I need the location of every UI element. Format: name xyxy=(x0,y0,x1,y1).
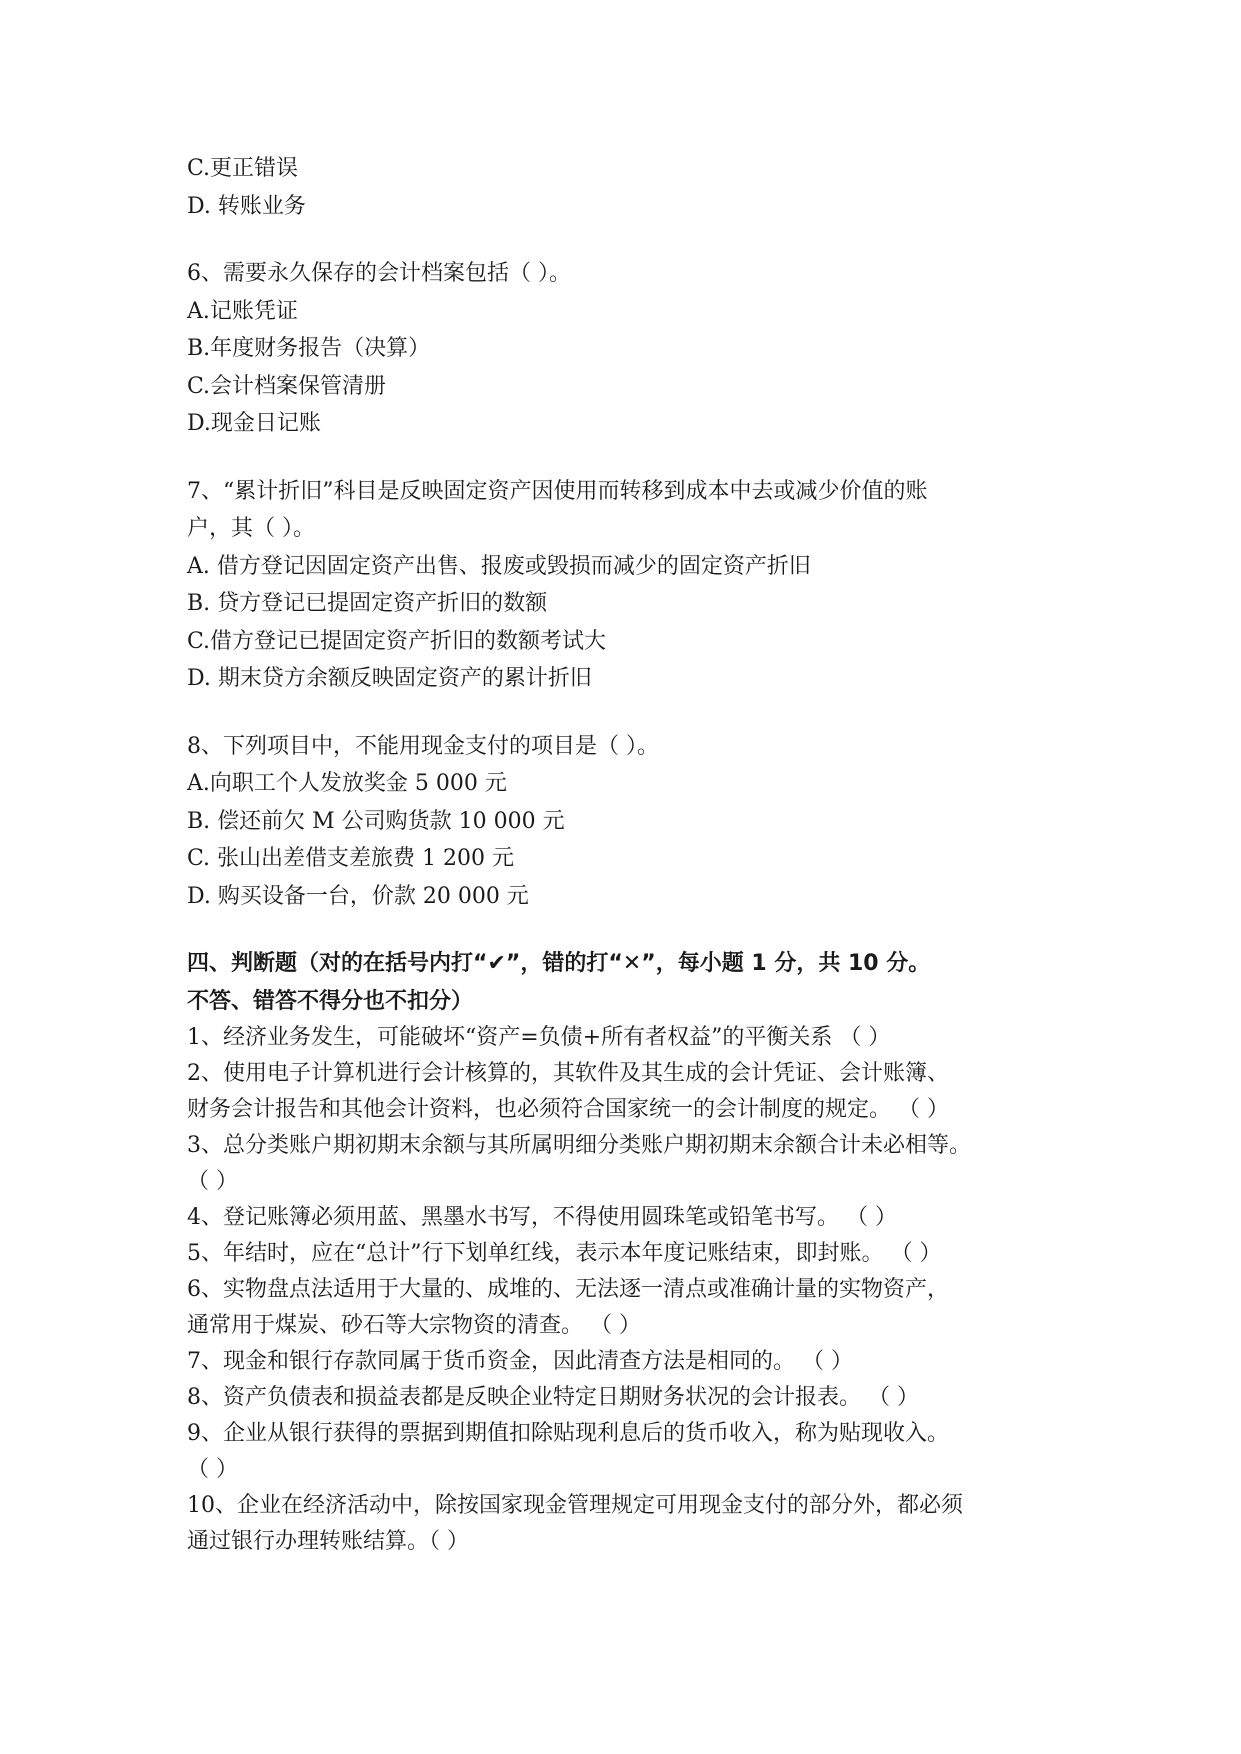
section-4-title-line-2: 不答、错答不得分也不扣分） xyxy=(187,988,474,1014)
q8-stem: 8、下列项目中，不能用现金支付的项目是（ ）。 xyxy=(187,733,659,759)
judgement-line: 2、使用电子计算机进行会计核算的，其软件及其生成的会计凭证、会计账簿、 xyxy=(187,1061,949,1086)
judgement-line: 5、年结时，应在“总计”行下划单红线，表示本年度记账结束，即封账。 （ ） xyxy=(187,1241,942,1266)
q6-stem: 6、需要永久保存的会计档案包括（ ）。 xyxy=(187,261,571,286)
question-7 xyxy=(187,473,1067,698)
judgement-line: （ ） xyxy=(187,1169,238,1194)
question-6 xyxy=(187,255,1067,443)
q7-option-c: C.借方登记已提固定资产折旧的数额考试大 xyxy=(187,628,607,654)
q8-option-d: D. 购买设备一台，价款 20 000 元 xyxy=(187,883,529,909)
q8-option-b: B. 偿还前欠 M 公司购货款 10 000 元 xyxy=(187,808,565,834)
q8-option-a: A.向职工个人发放奖金 5 000 元 xyxy=(187,771,507,796)
q6-option-d: D.现金日记账 xyxy=(187,411,321,436)
q7-stem-line-1: 7、“累计折旧”科目是反映固定资产因使用而转移到成本中去或减少价值的账 xyxy=(187,478,928,504)
judgement-line: （ ） xyxy=(187,1457,238,1482)
q5-option-c: C.更正错误 xyxy=(187,156,299,181)
q7-option-d: D. 期末贷方余额反映固定资产的累计折旧 xyxy=(187,666,592,691)
q7-stem-line-2: 户，其（ ）。 xyxy=(187,516,315,541)
judgement-line: 财务会计报告和其他会计资料，也必须符合国家统一的会计制度的规定。 （ ） xyxy=(187,1097,949,1122)
q5-option-d: D. 转账业务 xyxy=(187,193,306,219)
question-5-options xyxy=(187,150,1067,225)
document-page xyxy=(187,150,1067,1560)
q6-option-a: A.记账凭证 xyxy=(187,298,298,324)
judgement-items xyxy=(187,1020,1067,1560)
judgement-line: 通过银行办理转账结算。（ ） xyxy=(187,1529,469,1554)
section-4-title-line-1: 四、判断题（对的在括号内打“✔”，错的打“✕”，每小题 1 分，共 10 分。 xyxy=(187,951,931,976)
question-8 xyxy=(187,728,1067,916)
judgement-line: 6、实物盘点法适用于大量的、成堆的、无法逐一清点或准确计量的实物资产， xyxy=(187,1277,949,1302)
q7-option-b: B. 贷方登记已提固定资产折旧的数额 xyxy=(187,591,548,616)
judgement-line: 8、资产负债表和损益表都是反映企业特定日期财务状况的会计报表。 （ ） xyxy=(187,1385,919,1410)
q6-option-b: B.年度财务报告（决算） xyxy=(187,336,431,361)
judgement-line: 10、企业在经济活动中，除按国家现金管理规定可用现金支付的部分外，都必须 xyxy=(187,1493,963,1518)
judgement-line: 通常用于煤炭、砂石等大宗物资的清查。 （ ） xyxy=(187,1313,641,1338)
judgement-line: 1、经济业务发生，可能破坏“资产=负债+所有者权益”的平衡关系 （ ） xyxy=(187,1025,891,1050)
judgement-line: 4、登记账簿必须用蓝、黑墨水书写，不得使用圆珠笔或铅笔书写。 （ ） xyxy=(187,1205,897,1230)
judgement-line: 7、现金和银行存款同属于货币资金，因此清查方法是相同的。 （ ） xyxy=(187,1349,853,1374)
q8-option-c: C. 张山出差借支差旅费 1 200 元 xyxy=(187,846,515,871)
judgement-line: 9、企业从银行获得的票据到期值扣除贴现利息后的货币收入，称为贴现收入。 xyxy=(187,1421,949,1446)
q7-option-a: A. 借方登记因固定资产出售、报废或毁损而减少的固定资产折旧 xyxy=(187,553,811,579)
q6-option-c: C.会计档案保管清册 xyxy=(187,373,387,399)
judgement-line: 3、总分类账户期初期末余额与其所属明细分类账户期初期末余额合计未必相等。 xyxy=(187,1133,971,1158)
section-4-true-false xyxy=(187,945,1067,1560)
